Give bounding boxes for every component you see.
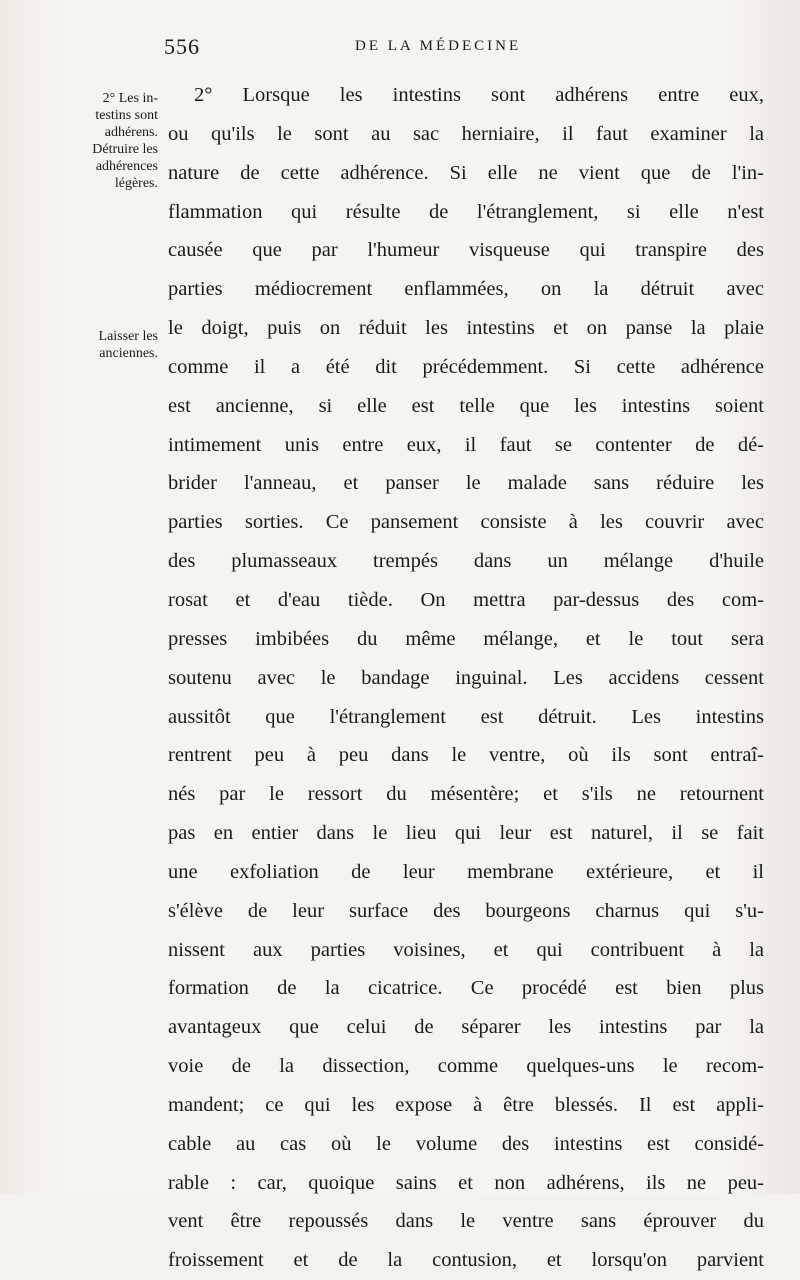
text-line: vent être repoussés dans le ventre sans éprouver du [168,1210,764,1233]
margin-note-adherent-intestines [40,90,158,192]
text-line: parties sorties. Ce pansement consiste à les couvrir avec [168,511,764,534]
text-line: nés par le ressort du mésentère; et s'ils ne retournent [168,783,764,806]
text-line: pas en entier dans le lieu qui leur est naturel, il se fait [168,822,764,845]
text-line: causée que par l'humeur visqueuse qui transpire des [168,239,764,262]
margin-note-line: adhérens. [104,125,158,140]
text-line: comme il a été dit précédemment. Si cette adhérence [168,355,764,378]
text-line: nissent aux parties voisines, et qui contribuent à la [168,938,764,961]
margin-note-line: Laisser les [98,329,158,344]
text-line: intimement unis entre eux, il faut se contenter de dé- [168,433,764,456]
margin-note-line: anciennes. [99,346,158,361]
text-line: mandent; ce qui les expose à être blessés. Il est appli- [168,1093,764,1116]
text-line: rosat et d'eau tiède. On mettra par-dessus des com- [168,588,764,611]
text-line: soutenu avec le bandage inguinal. Les accidens cessent [168,666,764,689]
margin-note-line: 2° Les in- [102,91,158,106]
text-line: parties médiocrement enflammées, on la détruit avec [168,278,764,301]
body-text [168,76,764,1280]
text-line: froissement et de la contusion, et lorsqu'on parvient [168,1249,764,1272]
text-line: formation de la cicatrice. Ce procédé est bien plus [168,977,764,1000]
running-head: DE LA MÉDECINE [355,38,522,54]
text-line: presses imbibées du même mélange, et le tout sera [168,627,764,650]
text-line: flammation qui résulte de l'étranglement, si elle n'est [168,200,764,223]
margin-note-old-adhesions [40,328,158,362]
text-line: avantageux que celui de séparer les intestins par la [168,1016,764,1039]
text-line: ou qu'ils le sont au sac herniaire, il faut examiner la [168,122,764,145]
text-line: nature de cette adhérence. Si elle ne vient que de l'in- [168,161,764,184]
text-line: une exfoliation de leur membrane extérieure, et il [168,860,764,883]
text-line: voie de la dissection, comme quelques-uns le recom- [168,1055,764,1078]
text-line: 2° Lorsque les intestins sont adhérens entre eux, [194,84,764,106]
text-line: est ancienne, si elle est telle que les intestins soient [168,394,764,417]
margin-note-line: légères. [114,176,158,191]
text-line: brider l'anneau, et panser le malade sans réduire les [168,472,764,495]
page-number: 556 [164,34,200,59]
margin-note-line: adhérences [95,159,158,174]
text-line: s'élève de leur surface des bourgeons charnus qui s'u- [168,899,764,922]
text-line: des plumasseaux trempés dans un mélange d'huile [168,550,764,573]
text-line: rentrent peu à peu dans le ventre, où ils sont entraî- [168,744,764,767]
margin-note-line: Détruire les [92,142,158,157]
text-line: rable : car, quoique sains et non adhérens, ils ne peu- [168,1171,764,1194]
text-line: le doigt, puis on réduit les intestins et on panse la plaie [168,317,764,340]
text-line: cable au cas où le volume des intestins est considé- [168,1132,764,1155]
text-line: aussitôt que l'étranglement est détruit. Les intestins [168,705,764,728]
margin-note-line: testins sont [95,108,158,123]
